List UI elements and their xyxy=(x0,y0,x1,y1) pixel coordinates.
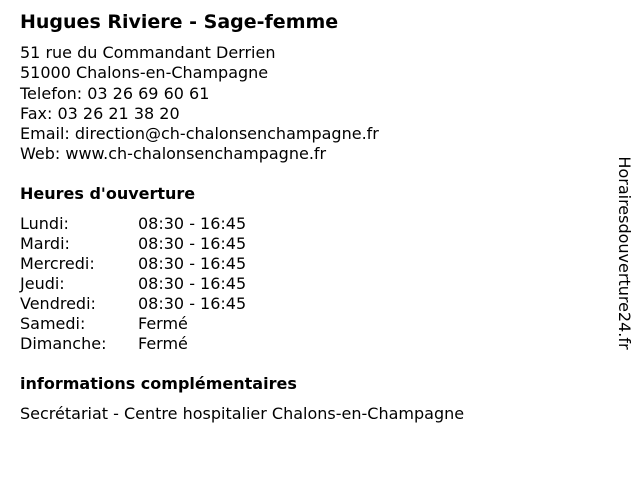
hours-heading: Heures d'ouverture xyxy=(20,184,196,203)
address-city: 51000 Chalons-en-Champagne xyxy=(20,63,269,83)
day-label: Vendredi: xyxy=(20,294,96,313)
time-value: Fermé xyxy=(138,334,188,353)
day-label: Mardi: xyxy=(20,234,70,253)
info-heading: informations complémentaires xyxy=(20,374,297,393)
address-street: 51 rue du Commandant Derrien xyxy=(20,43,276,62)
time-value: 08:30 - 16:45 xyxy=(138,214,247,233)
contact-block xyxy=(20,43,379,165)
brand-watermark: Horairesdouverture24.fr xyxy=(615,156,634,350)
website-address: Web: www.ch-chalonsenchampagne.fr xyxy=(20,144,327,164)
time-value: 08:30 - 16:45 xyxy=(138,234,247,253)
day-label: Samedi: xyxy=(20,314,86,333)
day-label: Jeudi: xyxy=(20,274,65,293)
page-title: Hugues Riviere - Sage-femme xyxy=(20,11,339,33)
phone-number: Telefon: 03 26 69 60 61 xyxy=(20,83,210,103)
time-value: Fermé xyxy=(138,314,188,333)
info-text: Secrétariat - Centre hospitalier Chalons-en-Champagne xyxy=(20,404,465,423)
time-value: 08:30 - 16:45 xyxy=(138,274,247,293)
email-address: Email: direction@ch-chalonsenchampagne.fr xyxy=(20,124,379,144)
day-label: Lundi: xyxy=(20,214,69,233)
day-label: Dimanche: xyxy=(20,334,107,353)
fax-number: Fax: 03 26 21 38 20 xyxy=(20,103,180,123)
day-label: Mercredi: xyxy=(20,254,95,273)
time-value: 08:30 - 16:45 xyxy=(138,294,247,313)
time-value: 08:30 - 16:45 xyxy=(138,254,247,273)
